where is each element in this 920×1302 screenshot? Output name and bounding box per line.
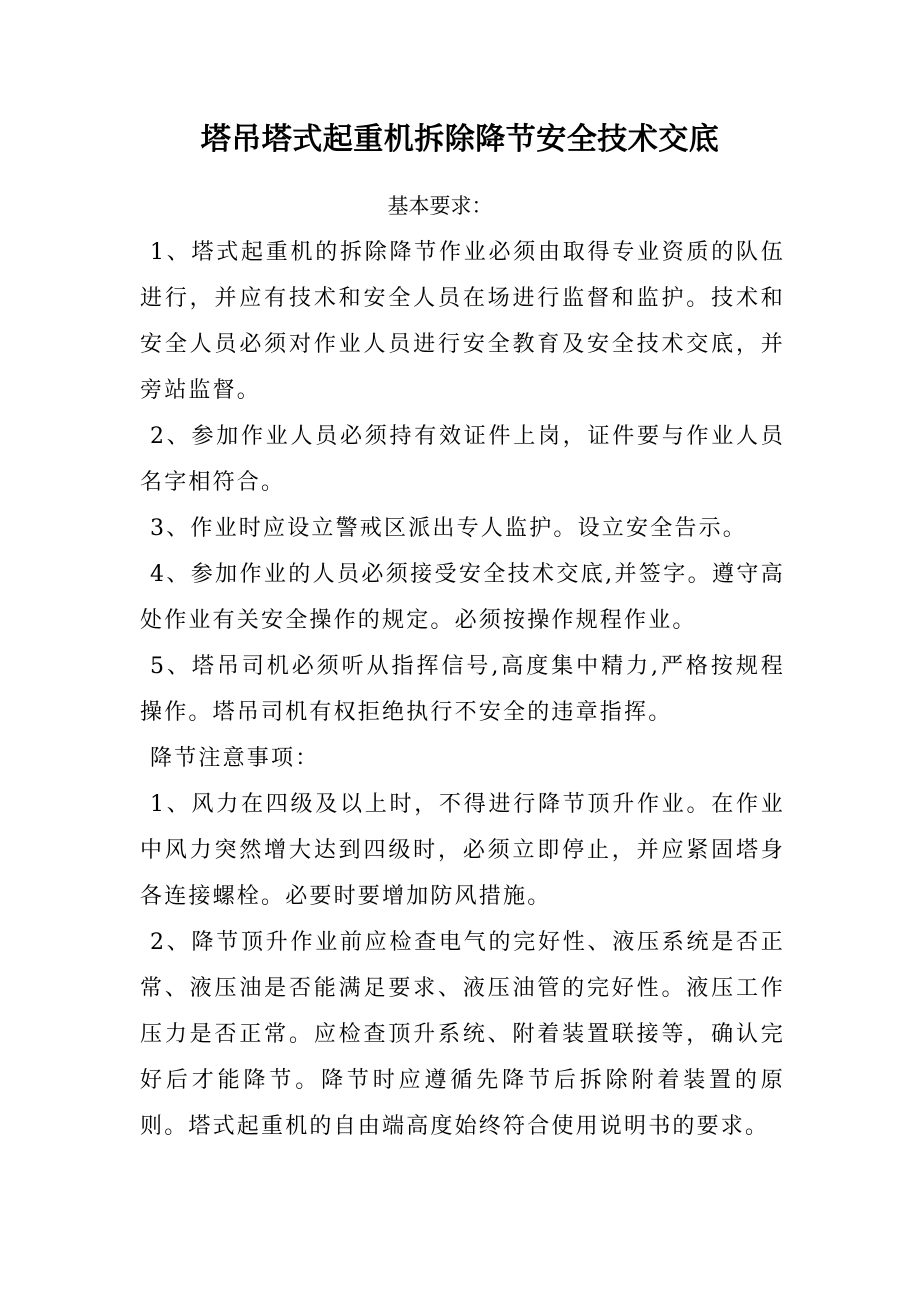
requirement-item-3: 3、作业时应设立警戒区派出专人监护。设立安全告示。 bbox=[150, 516, 747, 541]
section-heading-basic-requirements: 基本要求： bbox=[387, 194, 493, 218]
requirement-item-4: 4、参加作业的人员必须接受安全技术交底,并签字。遵守高处作业有关安全操作的规定。必须按操作规程作业。 bbox=[140, 562, 785, 633]
section-heading-precautions: 降节注意事项： bbox=[150, 746, 320, 771]
requirement-item-5: 5、塔吊司机必须听从指挥信号,高度集中精力,严格按规程操作。塔吊司机有权拒绝执行不安全的违章指挥。 bbox=[140, 654, 785, 725]
requirement-item-1: 1、塔式起重机的拆除降节作业必须由取得专业资质的队伍进行，并应有技术和安全人员在场进行监督和监护。技术和安全人员必须对作业人员进行安全教育及安全技术交底，并旁站监督。 bbox=[140, 240, 785, 403]
requirement-item-2: 2、参加作业人员必须持有效证件上岗，证件要与作业人员名字相符合。 bbox=[140, 424, 785, 495]
document-title: 塔吊塔式起重机拆除降节安全技术交底 bbox=[200, 122, 720, 157]
precaution-item-2: 2、降节顶升作业前应检查电气的完好性、液压系统是否正常、液压油是否能满足要求、液压油管的完好性。液压工作压力是否正常。应检查顶升系统、附着装置联接等，确认完好后才能降节。降节时应遵循先降节后拆除附着装置的原则。塔式起重机的自由端高度始终符合使用说明书的要求。 bbox=[140, 930, 785, 1139]
precaution-item-1: 1、风力在四级及以上时，不得进行降节顶升作业。在作业中风力突然增大达到四级时，必须立即停止，并应紧固塔身各连接螺栓。必要时要增加防风措施。 bbox=[140, 792, 785, 909]
document-body bbox=[140, 230, 785, 1150]
